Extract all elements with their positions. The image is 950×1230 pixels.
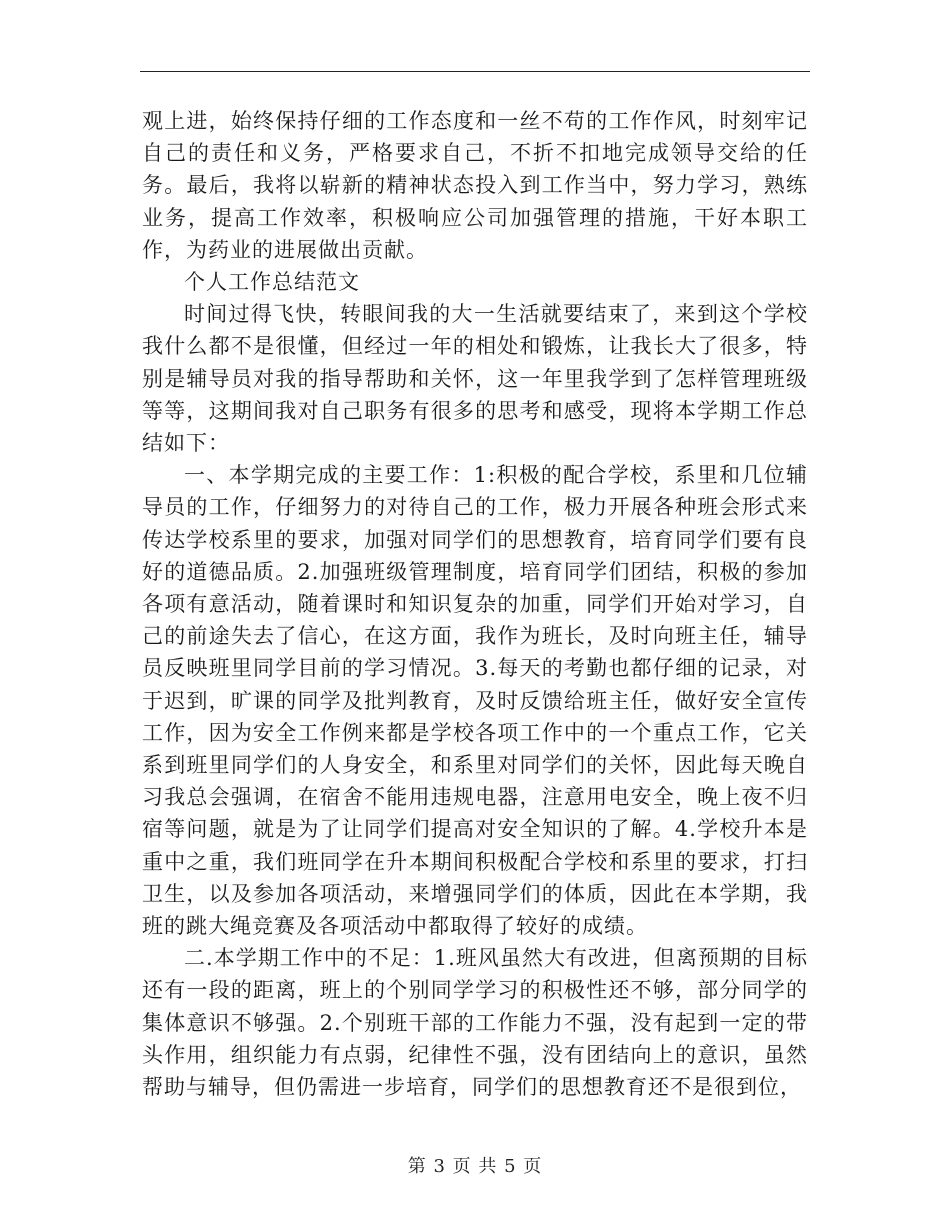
section-heading: 个人工作总结范文 bbox=[184, 270, 360, 295]
paragraph-shortcomings: 二.本学期工作中的不足：1.班风虽然大有改进，但离预期的目标还有一段的距离，班上的个别同学学习的积极性还不够，部分同学的集体意识不够强。2.个别班干部的工作能力不强，没有起到一定的带头作用，组织能力有点弱，纪律性不强，没有团结向上的意识，虽然帮助与辅导，但仍需进一步培育，同学们的思想教育还不是很到位， bbox=[142, 946, 808, 1100]
paragraph-intro: 时间过得飞快，转眼间我的大一生活就要结束了，来到这个学校我什么都不是很懂，但经过一年的相处和锻炼，让我长大了很多，特别是辅导员对我的指导帮助和关怀，这一年里我学到了怎样管理班级等等，这期间我对自己职务有很多的思考和感受，现将本学期工作总结如下： bbox=[142, 302, 808, 456]
paragraph-main-work: 一、本学期完成的主要工作：1:积极的配合学校，系里和几位辅导员的工作，仔细努力的对待自己的工作，极力开展各种班会形式来传达学校系里的要求，加强对同学们的思想教育，培育同学们要有良好的道德品质。2.加强班级管理制度，培育同学们团结，积极的参加各项有意活动，随着课时和知识复杂的加重，同学们开始对学习，自己的前途失去了信心，在这方面，我作为班长，及时向班主任，辅导员反映班里同学目前的学习情况。3.每天的考勤也都仔细的记录，对于迟到，旷课的同学及批判教育，及时反馈给班主任，做好安全宣传工作，因为安全工作例来都是学校各项工作中的一个重点工作，它关系到班里同学们的人身安全，和系里对同学们的关怀，因此每天晚自习我总会强调，在宿舍不能用违规电器，注意用电安全，晚上夜不归宿等问题，就是为了让同学们提高对安全知识的了解。4.学校升本是重中之重，我们班同学在升本期间积极配合学校和系里的要求，打扫卫生，以及参加各项活动，来增强同学们的体质，因此在本学期，我班的跳大绳竞赛及各项活动中都取得了较好的成绩。 bbox=[142, 463, 808, 939]
document-body bbox=[142, 105, 808, 1103]
paragraph-continued: 观上进，始终保持仔细的工作态度和一丝不苟的工作作风，时刻牢记自己的责任和义务，严格要求自己，不折不扣地完成领导交给的任务。最后，我将以崭新的精神状态投入到工作当中，努力学习，熟练业务，提高工作效率，积极响应公司加强管理的措施，干好本职工作，为药业的进展做出贡献。 bbox=[142, 109, 808, 262]
header-rule bbox=[140, 71, 810, 72]
page-number: 第 3 页 共 5 页 bbox=[407, 1156, 543, 1177]
